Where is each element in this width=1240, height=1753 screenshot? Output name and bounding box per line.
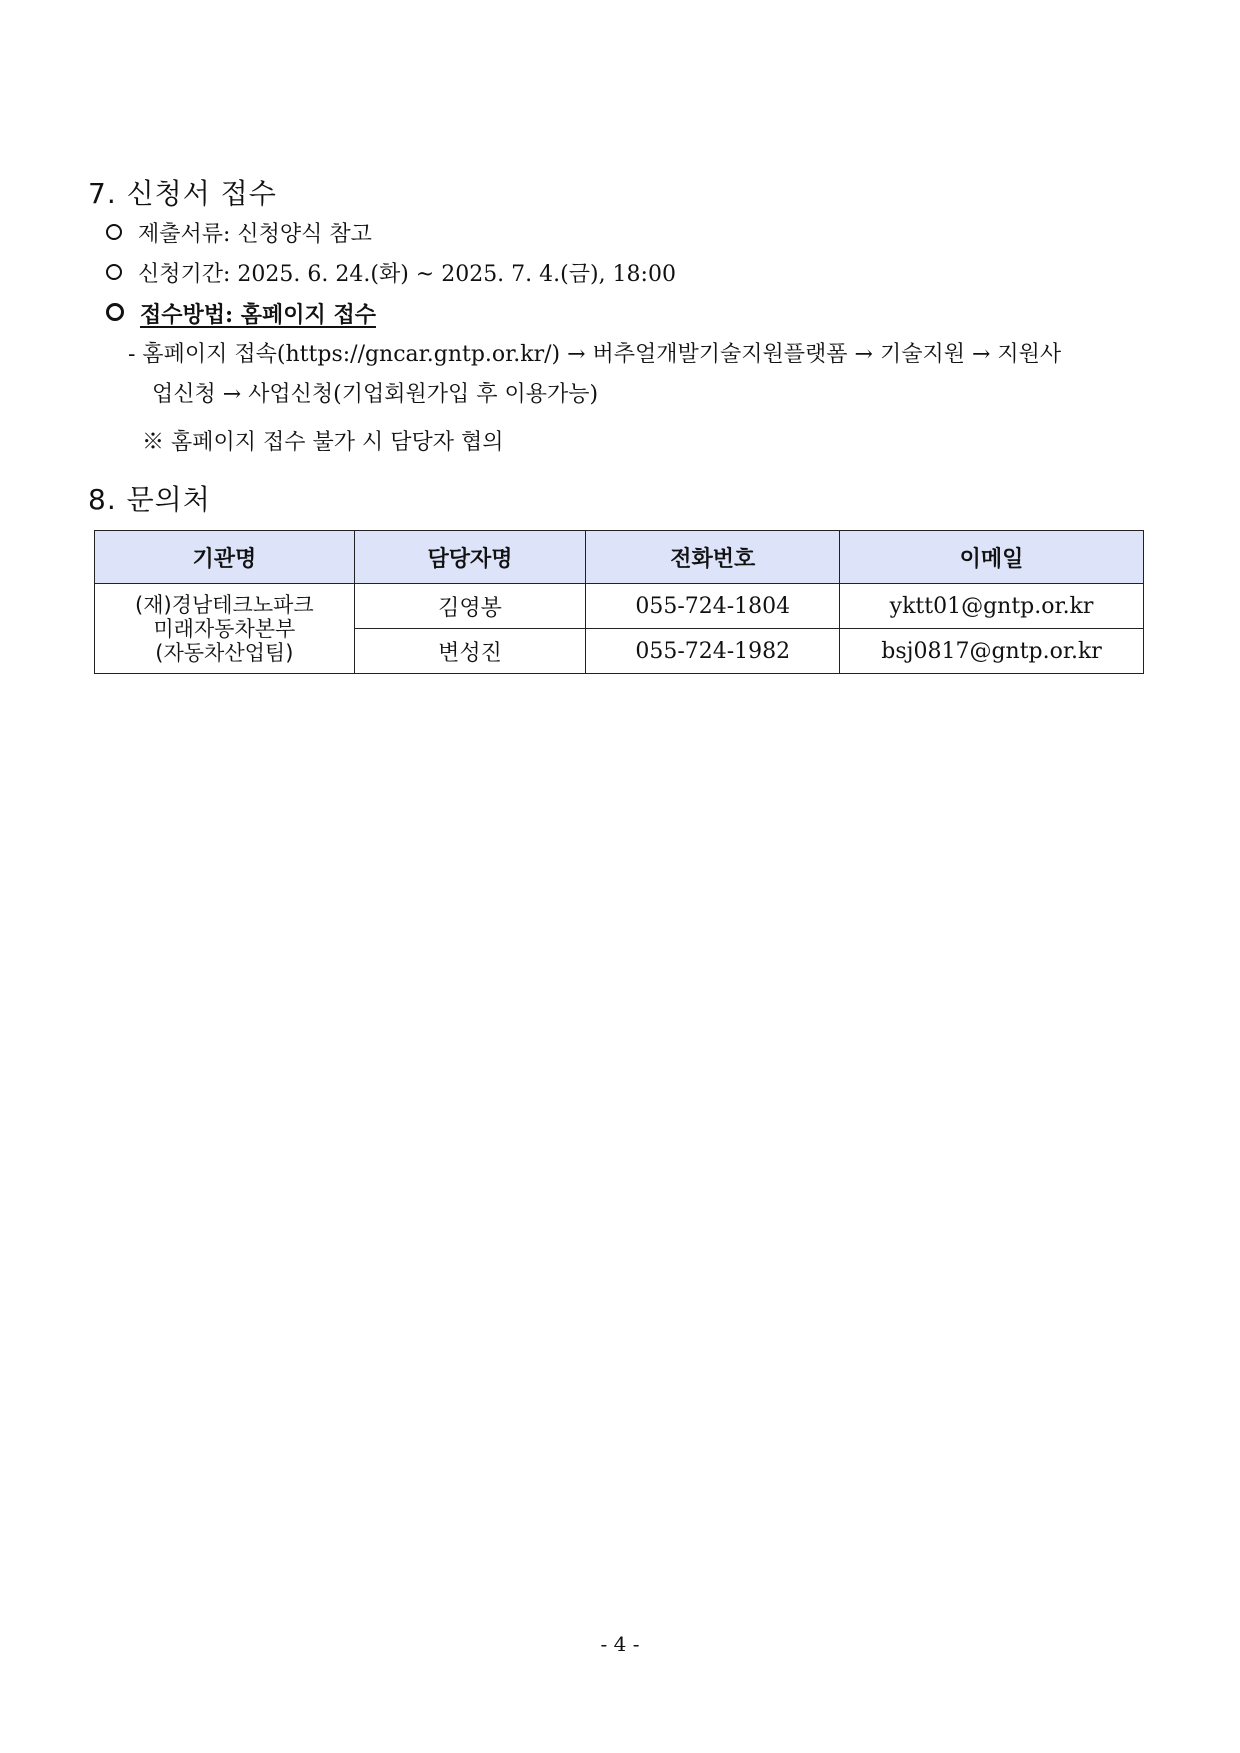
- period-text: 신청기간: 2025. 6. 24.(화) ~ 2025. 7. 4.(금), 18:00: [138, 262, 676, 287]
- email-cell: yktt01@gntp.or.kr: [840, 584, 1144, 629]
- org-line: 미래자동차본부: [153, 616, 296, 641]
- circle-bullet-icon: [106, 224, 122, 240]
- contact-table: [94, 530, 1144, 674]
- note-text: ※ 홈페이지 접수 불가 시 담당자 협의: [142, 430, 504, 455]
- list-item-documents: [106, 220, 372, 250]
- contact-name-cell: 변성진: [354, 629, 586, 674]
- section-8-title: 8. 문의처: [88, 483, 211, 516]
- list-item-method: [106, 300, 376, 331]
- list-item-period: [106, 260, 676, 290]
- method-text: 접수방법: 홈페이지 접수: [140, 302, 376, 328]
- documents-text: 제출서류: 신청양식 참고: [138, 222, 372, 247]
- phone-cell: 055-724-1982: [586, 629, 840, 674]
- phone-cell: 055-724-1804: [586, 584, 840, 629]
- header-organization: 기관명: [95, 531, 355, 584]
- header-email: 이메일: [840, 531, 1144, 584]
- header-phone: 전화번호: [586, 531, 840, 584]
- table-row: [95, 584, 1144, 629]
- table-header-row: [95, 531, 1144, 584]
- org-line: (재)경남테크노파크: [135, 592, 314, 617]
- method-detail-line-1: - 홈페이지 접속(https://gncar.gntp.or.kr/) → 버추얼개발기술지원플랫폼 → 기술지원 → 지원사: [128, 342, 1062, 367]
- page-number: - 4 -: [600, 1632, 640, 1656]
- circle-bullet-icon: [106, 303, 124, 321]
- org-line: (자동차산업팀): [155, 640, 294, 665]
- section-7-title: 7. 신청서 접수: [88, 177, 277, 210]
- header-contact-name: 담당자명: [354, 531, 586, 584]
- circle-bullet-icon: [106, 264, 122, 280]
- method-detail-line-2: 업신청 → 사업신청(기업회원가입 후 이용가능): [152, 382, 599, 407]
- contact-name-cell: 김영봉: [354, 584, 586, 629]
- email-cell: bsj0817@gntp.or.kr: [840, 629, 1144, 674]
- organization-cell: [95, 584, 355, 674]
